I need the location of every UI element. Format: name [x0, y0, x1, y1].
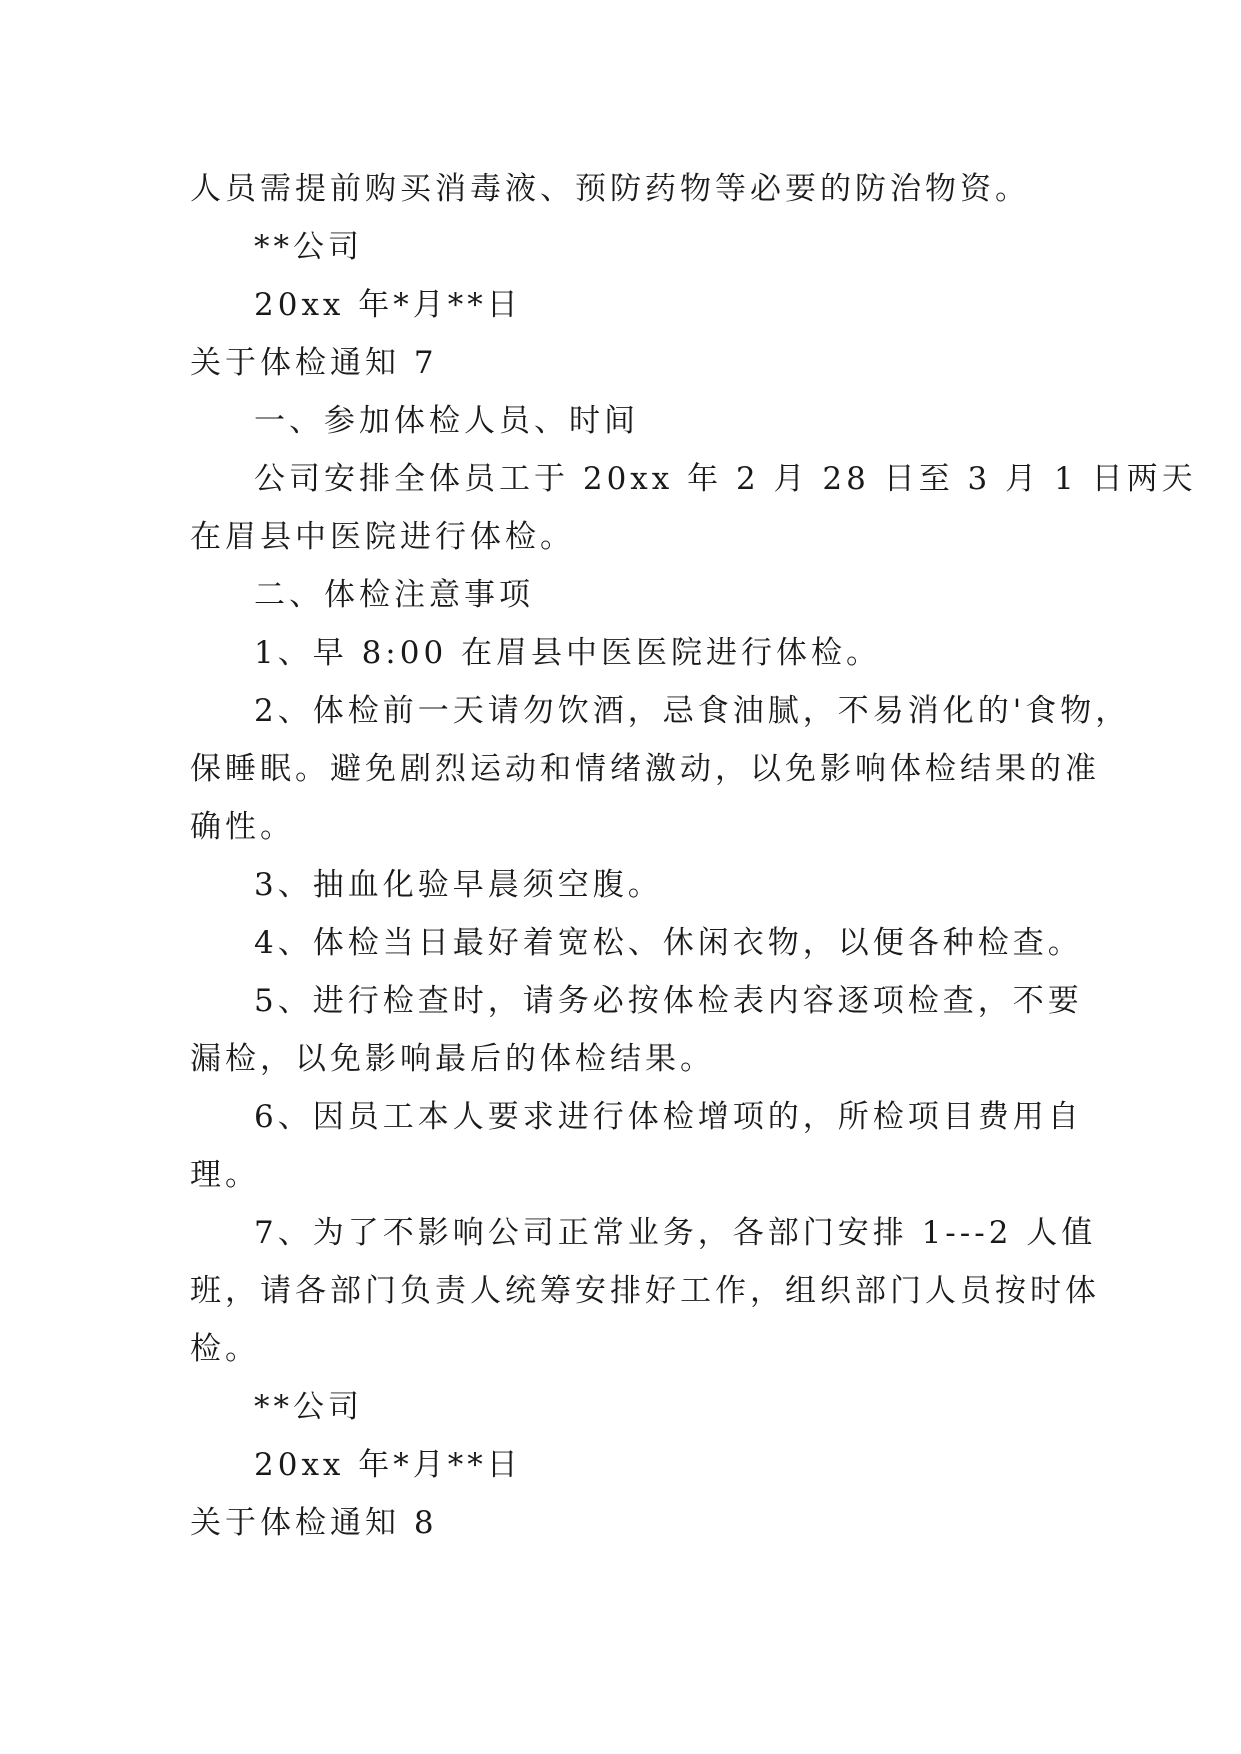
list-item: 6、因员工本人要求进行体检增项的，所检项目费用自 [254, 1099, 1083, 1135]
text-line: 检。 [190, 1331, 260, 1367]
text-line: 班，请各部门负责人统筹安排好工作，组织部门人员按时体 [190, 1273, 1100, 1309]
document-body [190, 160, 1197, 1552]
text-line: 公司安排全体员工于 20xx 年 2 月 28 日至 3 月 1 日两天 [254, 461, 1197, 497]
text-line: 在眉县中医院进行体检。 [190, 519, 575, 555]
company-signature: **公司 [254, 229, 363, 265]
list-item: 4、体检当日最好着宽松、休闲衣物，以便各种检查。 [254, 925, 1083, 961]
section-heading: 二、体检注意事项 [254, 577, 534, 613]
list-item: 2、体检前一天请勿饮酒，忌食油腻，不易消化的'食物， [254, 693, 1131, 729]
text-line: 确性。 [190, 809, 295, 845]
text-line: 保睡眠。避免剧烈运动和情绪激动，以免影响体检结果的准 [190, 751, 1100, 787]
company-signature: **公司 [254, 1389, 363, 1425]
text-line: 理。 [190, 1157, 260, 1193]
text-line: 漏检，以免影响最后的体检结果。 [190, 1041, 715, 1077]
list-item: 1、早 8:00 在眉县中医医院进行体检。 [254, 635, 882, 671]
list-item: 5、进行检查时，请务必按体检表内容逐项检查，不要 [254, 983, 1083, 1019]
signature-date: 20xx 年*月**日 [254, 287, 522, 323]
notice-title: 关于体检通知 8 [190, 1505, 438, 1541]
signature-date: 20xx 年*月**日 [254, 1447, 522, 1483]
text-line: 人员需提前购买消毒液、预防药物等必要的防治物资。 [190, 171, 1030, 207]
notice-title: 关于体检通知 7 [190, 345, 438, 381]
section-heading: 一、参加体检人员、时间 [254, 403, 639, 439]
list-item: 7、为了不影响公司正常业务，各部门安排 1---2 人值 [254, 1215, 1097, 1251]
list-item: 3、抽血化验早晨须空腹。 [254, 867, 663, 903]
